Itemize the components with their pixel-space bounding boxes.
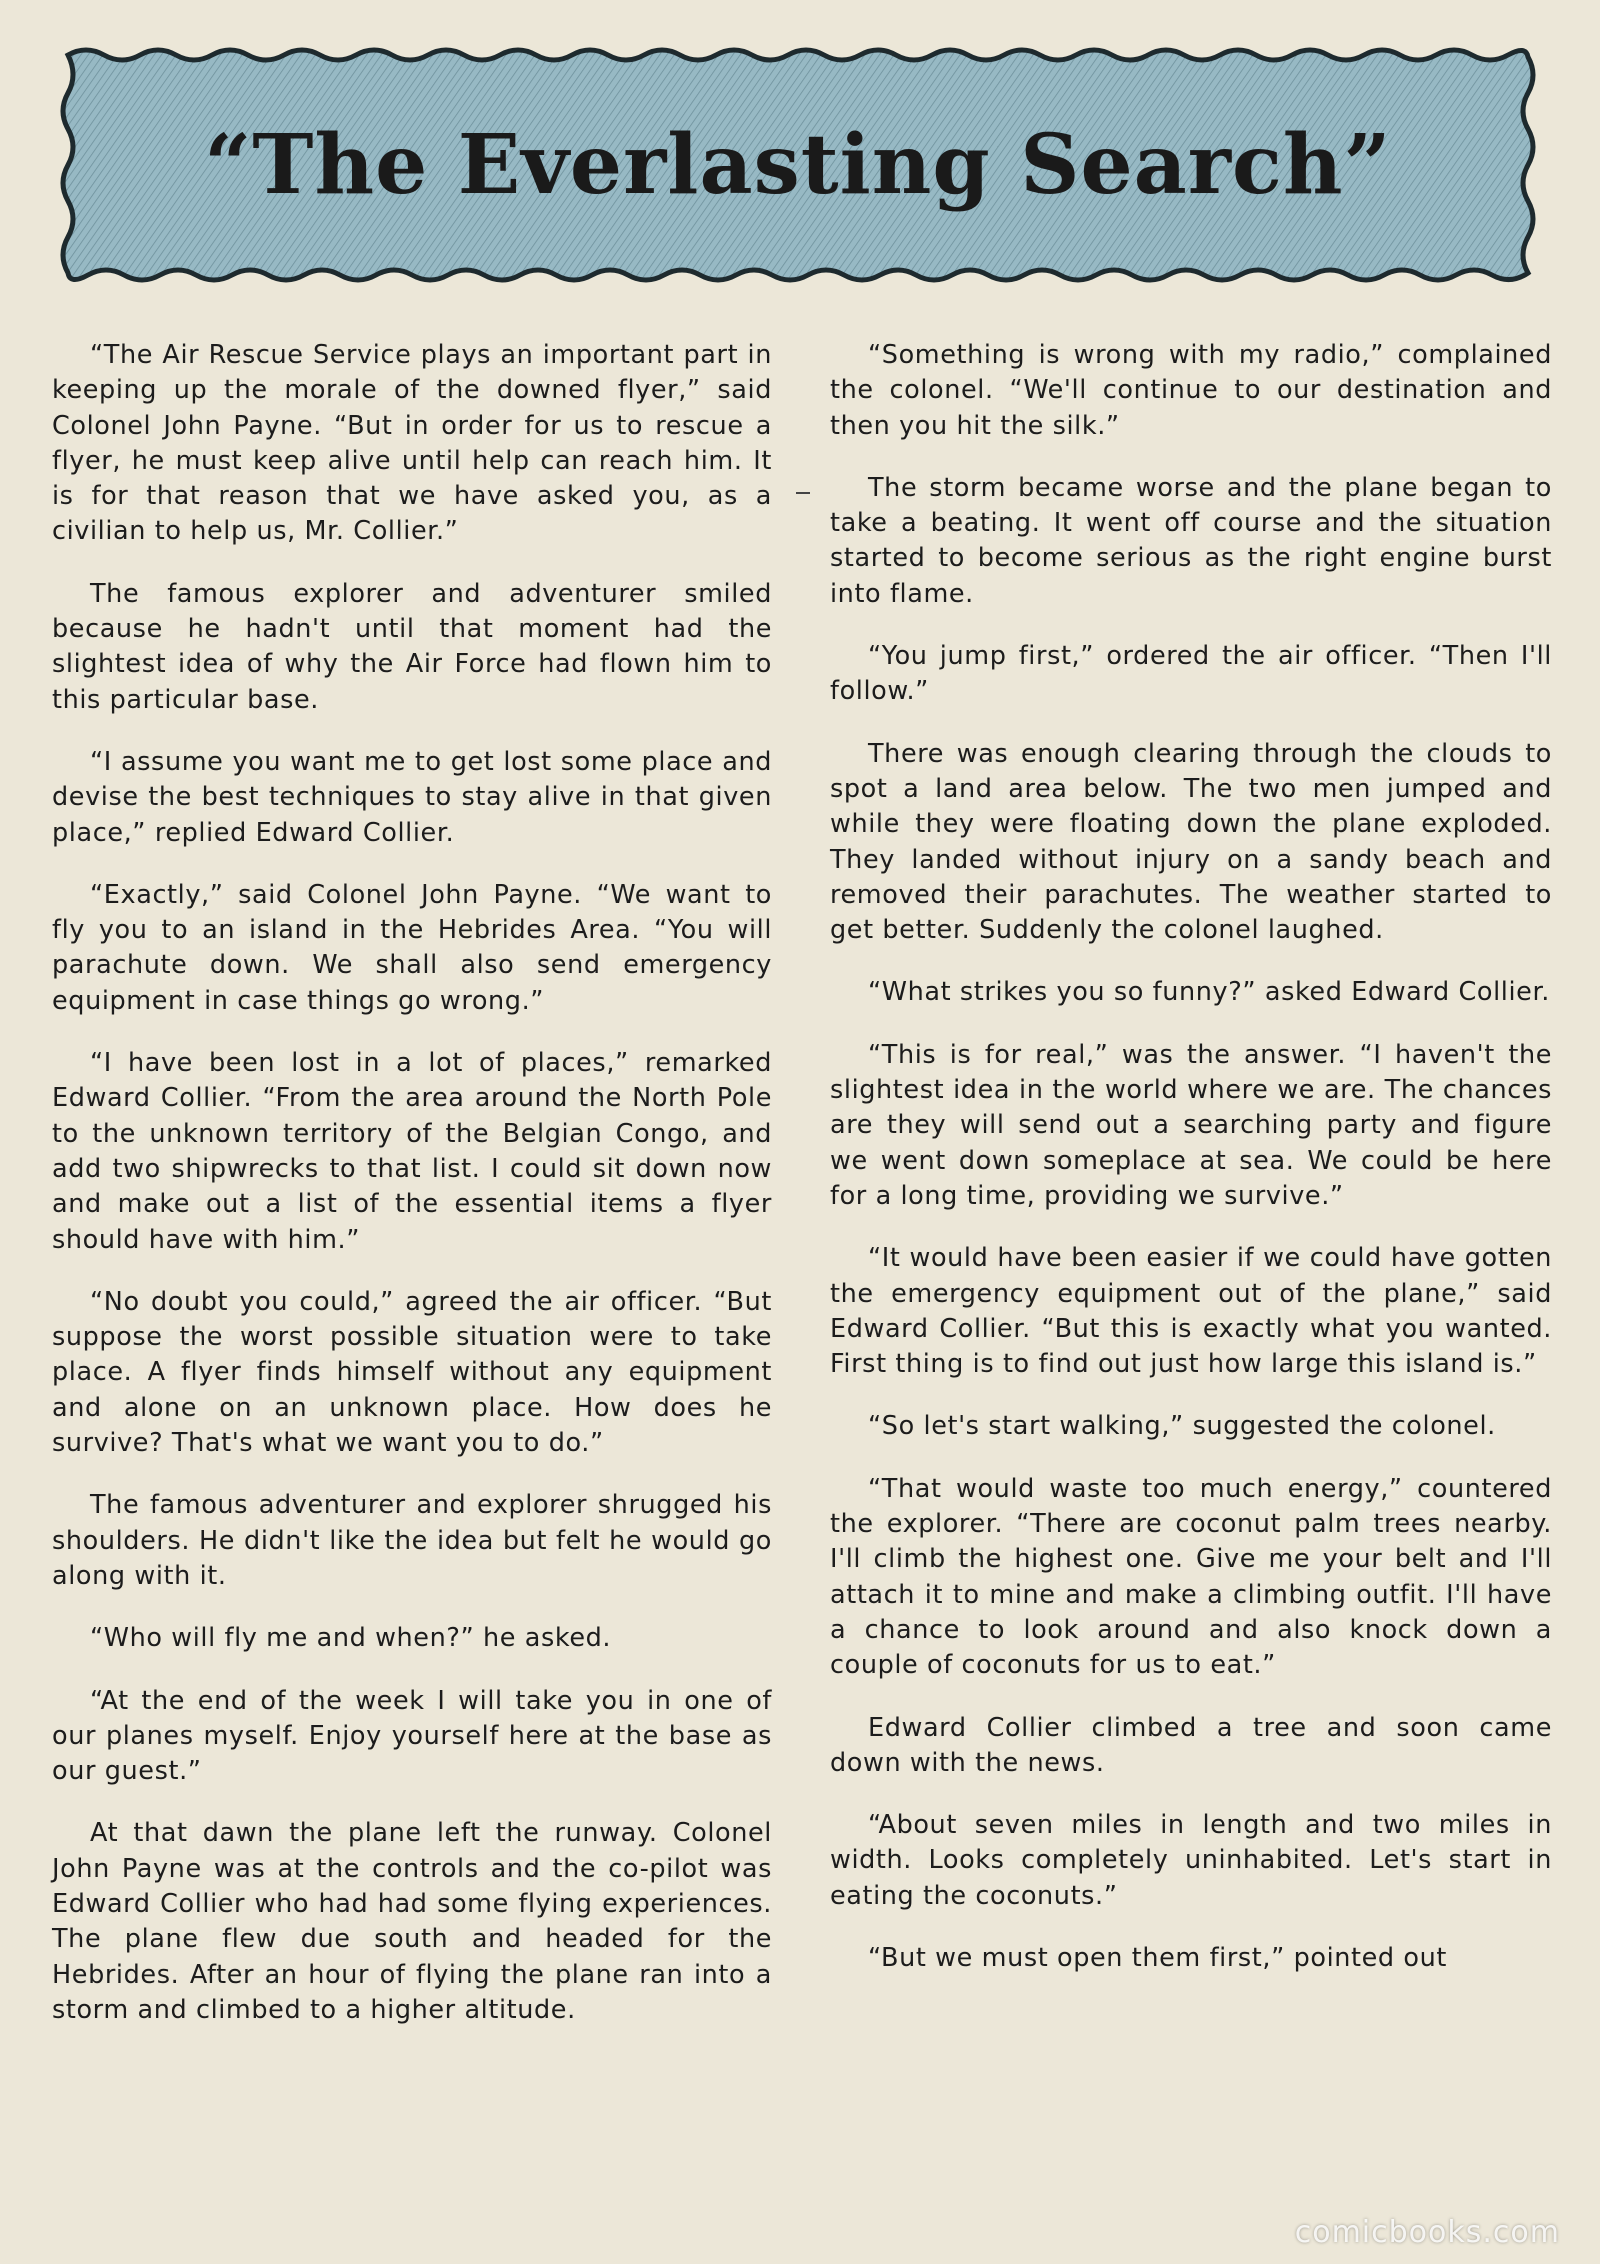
paragraph: The famous adventurer and explorer shrugged his shoulders. He didn't like the idea but felt he would go along with it. xyxy=(52,1490,772,1591)
paragraph: “The Air Rescue Service plays an important part in keeping up the morale of the downed flyer,” said Colonel John Payne. “But in order for us to rescue a flyer, he must keep alive until help can reach him. It is for that reason that we have asked you, as a civilian to help us, Mr. Collier.” xyxy=(52,340,772,547)
paragraph: “What strikes you so funny?” asked Edward Collier. xyxy=(868,977,1550,1008)
paragraph: “About seven miles in length and two miles in width. Looks completely uninhabited. Let's start in eating the coconuts.” xyxy=(830,1810,1552,1911)
paragraph: “You jump first,” ordered the air officer. “Then I'll follow.” xyxy=(830,641,1552,707)
paragraph: “It would have been easier if we could have gotten the emergency equipment out of the plane,” said Edward Collier. “But this is exactly what you wanted. First thing is to find out just how large this island is.” xyxy=(830,1243,1552,1380)
story-title: “The Everlasting Search” xyxy=(204,117,1392,213)
paragraph: “This is for real,” was the answer. “I haven't the slightest idea in the world where we are. The chances are they will send out a searching party and figure we went down someplace at sea. We could be here for a long time, providing we survive.” xyxy=(830,1039,1552,1211)
paragraph: “Who will fly me and when?” he asked. xyxy=(90,1623,612,1654)
paragraph: The famous explorer and adventurer smiled because he hadn't until that moment had the slightest idea of why the Air Force had flown him to this particular base. xyxy=(52,578,772,715)
paragraph: “So let's start walking,” suggested the colonel. xyxy=(868,1411,1496,1442)
paragraph: “Something is wrong with my radio,” complained the colonel. “We'll continue to our destination and then you hit the silk.” xyxy=(830,340,1552,441)
paragraph: “But we must open them first,” pointed out xyxy=(868,1942,1447,1973)
paragraph: There was enough clearing through the clouds to spot a land area below. The two men jumped and while they were floating down the plane exploded. They landed without injury on a sandy beach and removed their parachutes. The weather started to get better. Suddenly the colonel laughed. xyxy=(830,738,1552,946)
column-divider-mark xyxy=(796,492,810,494)
paragraph: The storm became worse and the plane began to take a beating. It went off course and the situation started to become serious as the right engine burst into flame. xyxy=(830,472,1552,609)
paragraph: At that dawn the plane left the runway. Colonel John Payne was at the controls and the co-pilot was Edward Collier who had had some flying experiences. The plane flew due south and headed for the Hebrides. After an hour of flying the plane ran into a storm and climbed to a higher altitude. xyxy=(52,1818,772,2025)
paragraph: Edward Collier climbed a tree and soon came down with the news. xyxy=(830,1712,1552,1778)
left-column xyxy=(52,338,772,2055)
right-column xyxy=(830,338,1552,2003)
paragraph: “No doubt you could,” agreed the air officer. “But suppose the worst possible situation were to take place. A flyer finds himself without any equipment and alone on an unknown place. How does he survive? That's what we want you to do.” xyxy=(52,1286,772,1459)
paragraph: “I have been lost in a lot of places,” remarked Edward Collier. “From the area around the North Pole to the unknown territory of the Belgian Congo, and add two shipwrecks to that list. I could sit down now and make out a list of the essential items a flyer should have with him.” xyxy=(52,1048,772,1255)
watermark-text: comicbooks.com xyxy=(1294,2215,1560,2250)
paragraph: “Exactly,” said Colonel John Payne. “We want to fly you to an island in the Hebrides Area. “You will parachute down. We shall also send emergency equipment in case things go wrong.” xyxy=(52,879,772,1016)
paragraph: “At the end of the week I will take you in one of our planes myself. Enjoy yourself here at the base as our guest.” xyxy=(52,1685,772,1787)
title-banner xyxy=(58,45,1538,285)
paragraph: “I assume you want me to get lost some place and devise the best techniques to stay alive in that given place,” replied Edward Collier. xyxy=(52,746,772,848)
paragraph: “That would waste too much energy,” countered the explorer. “There are coconut palm trees nearby. I'll climb the highest one. Give me your belt and I'll attach it to mine and make a climbing outfit. I'll have a chance to look around and also knock down a couple of coconuts for us to eat.” xyxy=(830,1473,1552,1681)
